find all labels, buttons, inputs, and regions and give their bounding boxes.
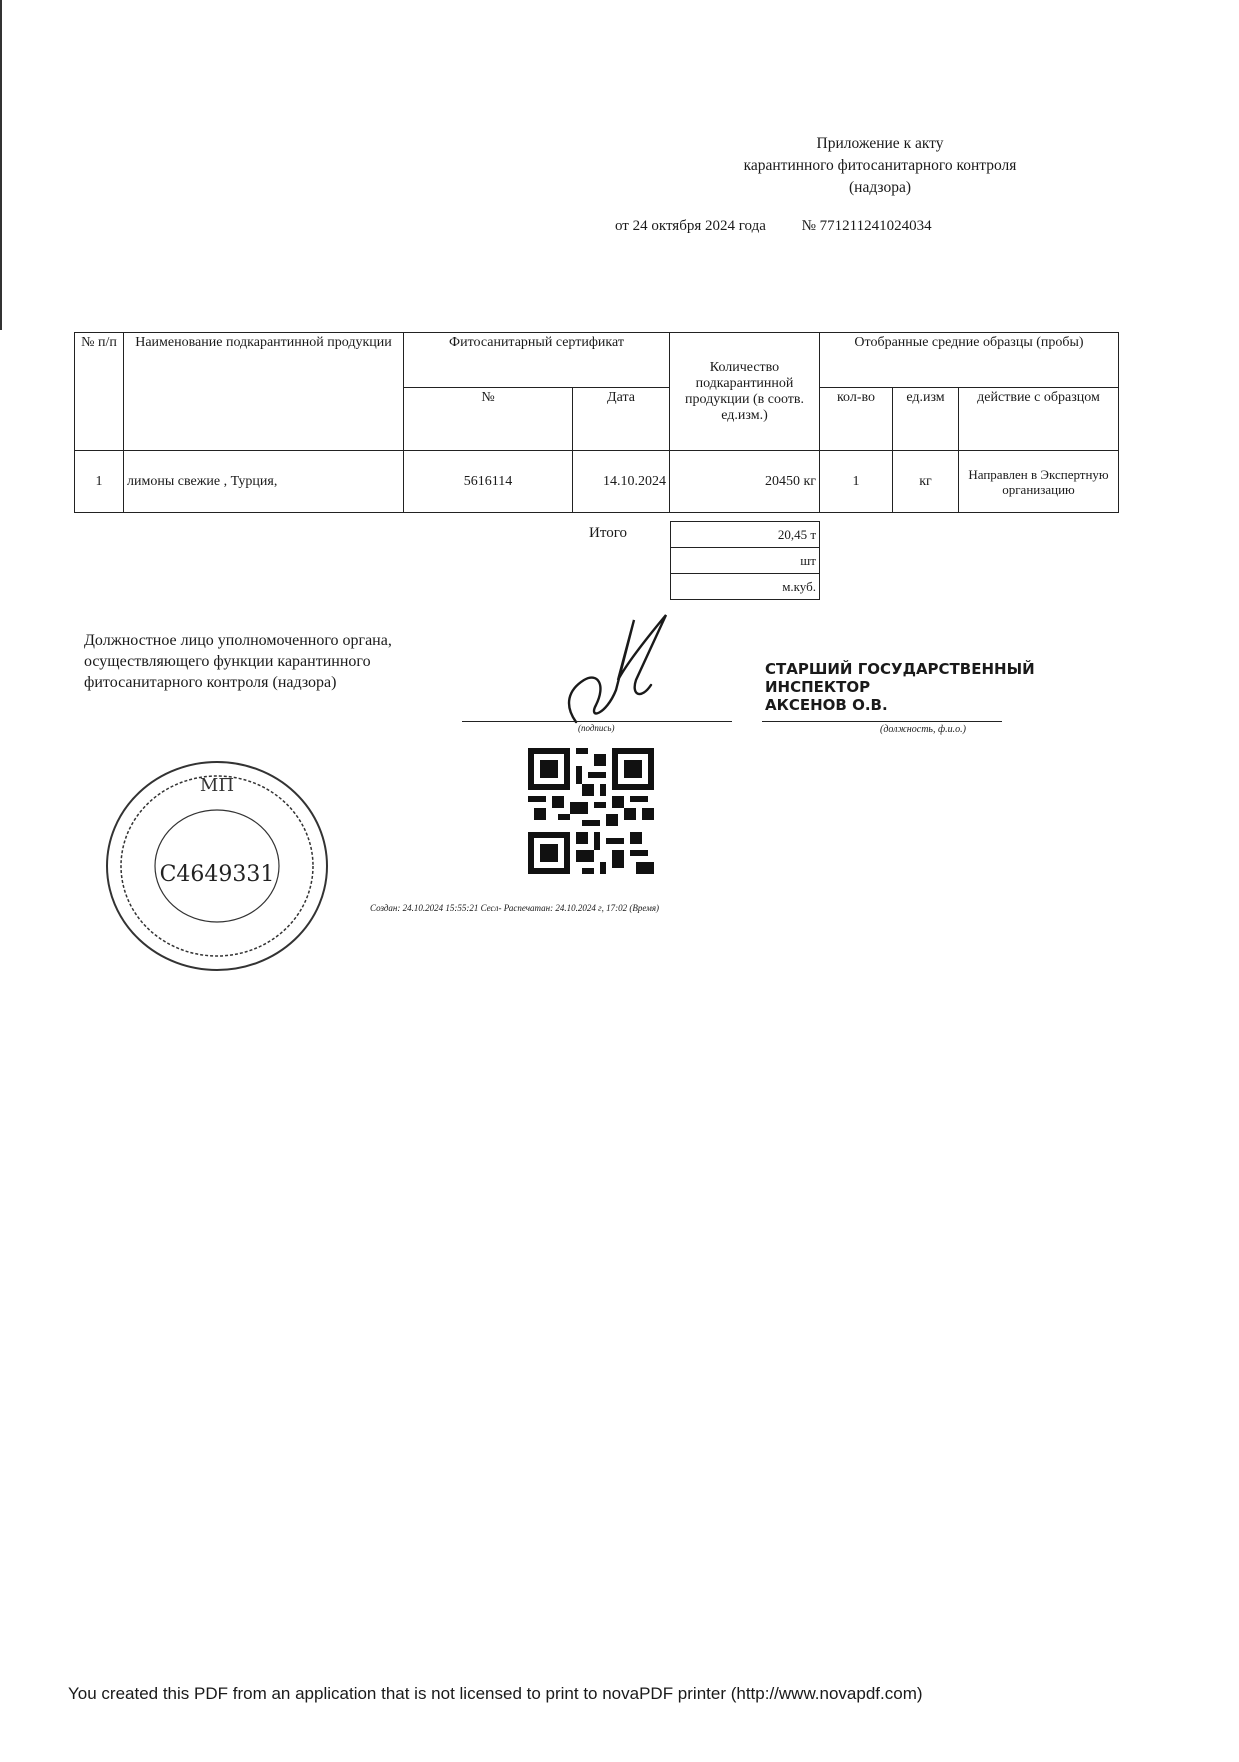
act-date-line xyxy=(615,218,932,235)
act-number: № 771211241024034 xyxy=(801,218,932,234)
header-cert-date: Дата xyxy=(573,388,670,451)
header-cert-num: № xyxy=(404,388,573,451)
totals-table xyxy=(670,521,820,600)
cell-sample-unit: кг xyxy=(893,451,959,513)
header-samples: Отобранные средние образцы (пробы) xyxy=(820,333,1119,388)
novapdf-footer: You created this PDF from an application that is not licensed to print to novaPDF printer (http://www.novapdf.com) xyxy=(68,1684,923,1703)
official-line-2: осуществляющего функции карантинного xyxy=(84,653,371,670)
cell-name: лимоны свежие , Турция, xyxy=(124,451,404,513)
header-sample-qty: кол-во xyxy=(820,388,893,451)
cell-num: 1 xyxy=(75,451,124,513)
total-label: Итого xyxy=(589,525,627,541)
position-line-1: СТАРШИЙ ГОСУДАРСТВЕННЫЙ xyxy=(765,660,1035,678)
stamp-mp: МП xyxy=(199,775,235,796)
table-header-row-1 xyxy=(75,333,1119,388)
official-stamp-icon xyxy=(102,757,332,975)
stamp-center-text: С4649331 xyxy=(159,862,275,887)
signature-line xyxy=(462,721,732,722)
inspector-position xyxy=(765,660,1035,714)
cell-sample-action: Направлен в Экспертную организацию xyxy=(959,451,1119,513)
scan-edge-line xyxy=(0,0,2,330)
header-qty: Количество подкарантинной продукции (в соотв. ед.изм.) xyxy=(670,333,820,451)
document-header xyxy=(600,133,1160,199)
official-line-3: фитосанитарного контроля (надзора) xyxy=(84,674,337,691)
position-line xyxy=(762,721,1002,722)
header-name: Наименование подкарантинной продукции xyxy=(124,333,404,451)
cell-cert-num: 5616114 xyxy=(404,451,573,513)
qr-code-icon xyxy=(528,748,654,874)
header-sample-action: действие с образцом xyxy=(959,388,1119,451)
official-description xyxy=(84,630,392,693)
official-line-1: Должностное лицо уполномоченного органа, xyxy=(84,632,392,649)
cell-qty: 20450 кг xyxy=(670,451,820,513)
act-date: от 24 октября 2024 года xyxy=(615,218,766,234)
position-caption: (должность, ф.и.о.) xyxy=(880,724,966,735)
header-cert: Фитосанитарный сертификат xyxy=(404,333,670,388)
signature-caption: (подпись) xyxy=(578,723,615,733)
total-tonnes: 20,45 т xyxy=(671,522,820,548)
cell-sample-qty: 1 xyxy=(820,451,893,513)
total-cubic: м.куб. xyxy=(671,574,820,600)
header-line-1: Приложение к акту xyxy=(816,135,944,152)
header-line-3: (надзора) xyxy=(849,179,911,196)
handwritten-signature xyxy=(556,610,686,735)
position-line-2: ИНСПЕКТОР xyxy=(765,678,871,696)
position-line-3: АКСЕНОВ О.В. xyxy=(765,696,888,714)
products-table xyxy=(74,332,1119,513)
header-line-2: карантинного фитосанитарного контроля xyxy=(743,157,1017,174)
header-sample-unit: ед.изм xyxy=(893,388,959,451)
total-pieces: шт xyxy=(671,548,820,574)
header-num: № п/п xyxy=(75,333,124,451)
electronic-sign-info: Создан: 24.10.2024 15:55:21 Сесл- Распечатан: 24.10.2024 г, 17:02 (Время) xyxy=(370,903,660,913)
cell-cert-date: 14.10.2024 xyxy=(573,451,670,513)
table-row xyxy=(75,451,1119,513)
